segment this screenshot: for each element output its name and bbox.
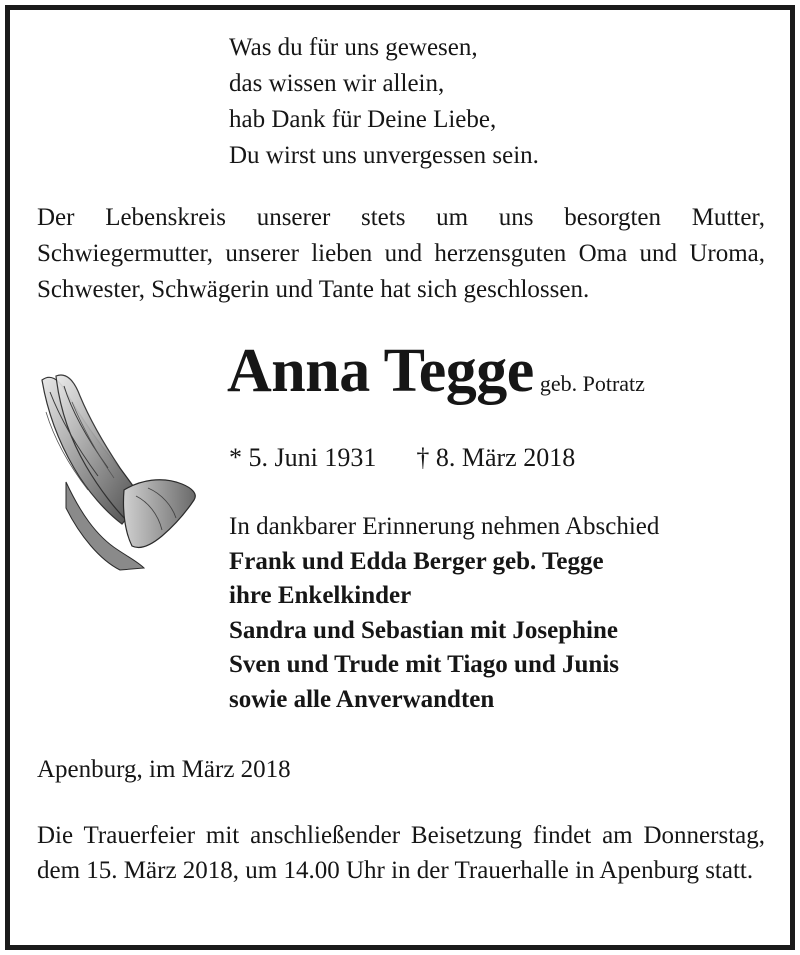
memorial-poem [229, 30, 539, 174]
poem-line: das wissen wir allein, [229, 70, 445, 97]
poem-line: Was du für uns gewesen, [229, 34, 478, 61]
intro-paragraph: Der Lebenskreis unserer stets um uns besorgten Mutter, Schwiegermutter, unserer lieben und herzensguten Oma und Uroma, Schwester, Schwägerin und Tante hat sich geschlossen. [37, 204, 765, 303]
mourner-line: ihre Enkelkinder [229, 582, 412, 609]
deceased-name-line [227, 336, 645, 406]
mourners-block [229, 510, 659, 717]
place-and-date: Apenburg, im März 2018 [37, 756, 291, 783]
mourner-line: sowie alle Anverwandten [229, 685, 495, 713]
deceased-name: Anna Tegge [227, 337, 534, 405]
funeral-notice: Die Trauerfeier mit anschließender Beisetzung findet am Donnerstag, dem 15. März 2018, um 14.00 Uhr in der Trauerhalle in Apenburg statt. [37, 822, 765, 884]
mourner-line: Sven und Trude mit Tiago und Junis [229, 651, 619, 678]
birth-name: geb. Potratz [539, 371, 645, 396]
mourner-line: Frank und Edda Berger geb. Tegge [229, 547, 604, 575]
mourner-line: Sandra und Sebastian mit Josephine [229, 616, 619, 644]
poem-line: Du wirst uns unvergessen sein. [229, 142, 539, 169]
mourners-intro: In dankbarer Erinnerung nehmen Abschied [229, 513, 660, 540]
life-dates [229, 440, 575, 476]
poem-line: hab Dank für Deine Liebe, [229, 106, 497, 133]
birth-date: * 5. Juni 1931 [229, 443, 377, 472]
praying-hands-icon [36, 372, 198, 572]
death-date: † 8. März 2018 [416, 443, 576, 472]
